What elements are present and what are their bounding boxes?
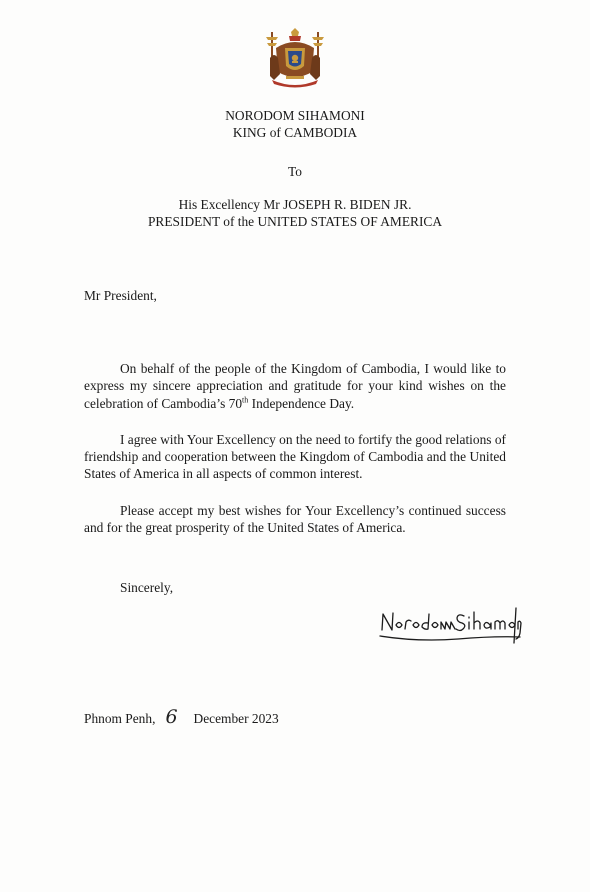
- recipient-block: [0, 196, 590, 230]
- paragraph-cooperation: I agree with Your Excellency on the need to fortify the good relations of friendship and cooperation between the Kingdom of Cambodia and the United States of America in all aspects of common interest.: [84, 431, 506, 482]
- sender-title: KING of CAMBODIA: [232, 125, 358, 140]
- sender-name: NORODOM SIHAMONI: [225, 108, 365, 123]
- letter-body: [84, 360, 506, 555]
- to-label: To: [288, 164, 302, 179]
- salutation: Mr President,: [84, 288, 157, 303]
- sender-block: [0, 107, 590, 141]
- place-and-date: [84, 706, 279, 728]
- place: Phnom Penh,: [84, 711, 156, 726]
- paragraph-appreciation-end: Independence Day.: [248, 395, 355, 411]
- closing: Sincerely,: [120, 580, 174, 595]
- paragraph-appreciation: [84, 360, 506, 412]
- paragraph-best-wishes: Please accept my best wishes for Your Excellency’s continued success and for the great prosperity of the United States of America.: [84, 502, 506, 536]
- recipient-title: PRESIDENT of the UNITED STATES OF AMERICA: [147, 214, 443, 229]
- ordinal-suffix: th: [242, 395, 249, 405]
- recipient-name: His Excellency Mr JOSEPH R. BIDEN JR.: [178, 197, 412, 212]
- handwritten-day: 6: [165, 706, 178, 728]
- handwritten-signature: [378, 603, 524, 645]
- month-year: December 2023: [193, 711, 279, 726]
- paragraph-appreciation-text: On behalf of the people of the Kingdom of Cambodia, I would like to express my sincere appreciation and gratitude for your kind wishes on the celebration of Cambodia’s 70: [84, 361, 506, 411]
- royal-arms-of-cambodia-icon: [262, 28, 328, 90]
